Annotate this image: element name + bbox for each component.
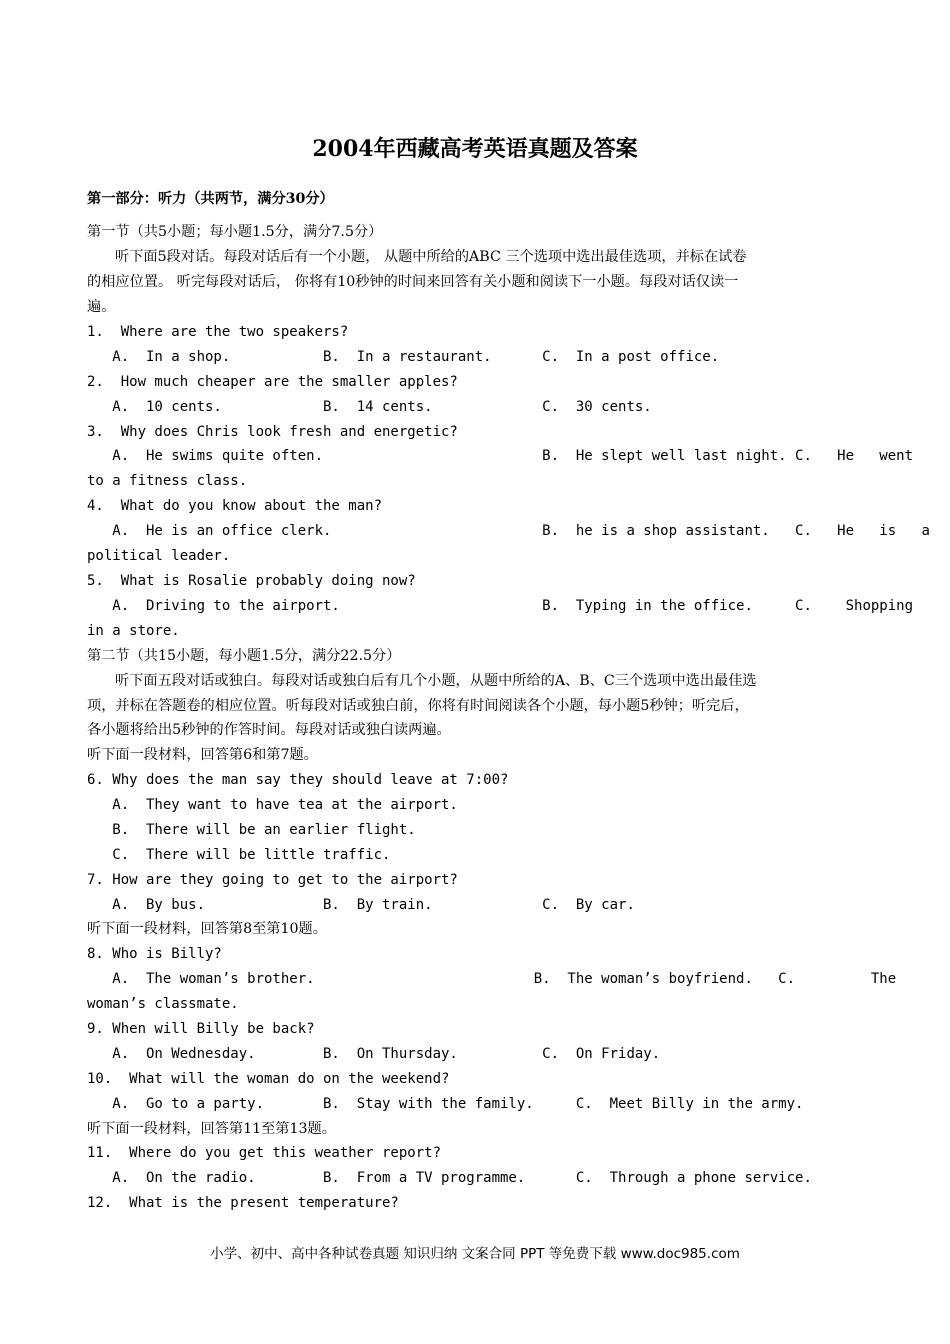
section1-heading: 第一节（共5小题；每小题1.5分，满分7.5分） [87, 224, 383, 240]
section2-instruction-line: 听下面五段对话或独白。每段对话或独白后有几个小题，从题中所给的A、B、C三个选项中选出最佳选 [115, 673, 757, 689]
question-options: A. Driving to the airport. B. Typing in the office. C. Shopping [87, 598, 914, 614]
group-intro: 听下面一段材料，回答第8至第10题。 [87, 921, 327, 937]
question-stem: 11. Where do you get this weather report? [87, 1145, 442, 1161]
question-stem: 4. What do you know about the man? [87, 498, 383, 514]
question-options: A. On Wednesday. B. On Thursday. C. On Friday. [87, 1046, 661, 1062]
question-option: A. They want to have tea at the airport. [87, 797, 458, 813]
section1-instruction-line: 听下面5段对话。每段对话后有一个小题， 从题中所给的ABC 三个选项中选出最佳选项，并标在试卷 [115, 249, 747, 265]
part1-heading: 第一部分：听力（共两节，满分30分） [87, 191, 334, 207]
question-options: A. He swims quite often. B. He slept well last night. C. He went [87, 448, 914, 464]
question-stem: 7. How are they going to get to the airport? [87, 872, 458, 888]
question-options: A. Go to a party. B. Stay with the family. C. Meet Billy in the army. [87, 1096, 804, 1112]
question-stem: 1. Where are the two speakers? [87, 324, 349, 340]
question-options: A. He is an office clerk. B. he is a shop assistant. C. He is a [87, 523, 930, 539]
section2-instruction-line: 各小题将给出5秒钟的作答时间。每段对话或独白读两遍。 [87, 722, 451, 738]
question-options: A. In a shop. B. In a restaurant. C. In a post office. [87, 349, 720, 365]
question-option: B. There will be an earlier flight. [87, 822, 416, 838]
question-options: A. 10 cents. B. 14 cents. C. 30 cents. [87, 399, 652, 415]
question-options: A. On the radio. B. From a TV programme. C. Through a phone service. [87, 1170, 812, 1186]
section2-instruction-line: 项，并标在答题卷的相应位置。听每段对话或独白前，你将有时间阅读各个小题，每小题5秒钟；听完后， [87, 698, 749, 714]
section1-instruction-line: 遍。 [87, 299, 116, 315]
question-options-continuation: in a store. [87, 623, 180, 639]
question-options: A. The woman’s brother. B. The woman’s boyfriend. C. The [87, 971, 897, 987]
question-options: A. By bus. B. By train. C. By car. [87, 897, 635, 913]
question-stem: 6. Why does the man say they should leave at 7:00? [87, 772, 509, 788]
document-title: 2004年西藏高考英语真题及答案 [312, 136, 638, 162]
question-stem: 9. When will Billy be back? [87, 1021, 315, 1037]
question-stem: 5. What is Rosalie probably doing now? [87, 573, 416, 589]
group-intro: 听下面一段材料，回答第6和第7题。 [87, 747, 318, 763]
page-footer: 小学、初中、高中各种试卷真题 知识归纳 文案合同 PPT 等免费下载 www.doc985.com [210, 1246, 740, 1262]
question-stem: 10. What will the woman do on the weekend? [87, 1071, 450, 1087]
question-options-continuation: to a fitness class. [87, 473, 248, 489]
question-stem: 12. What is the present temperature? [87, 1195, 399, 1211]
group-intro: 听下面一段材料，回答第11至第13题。 [87, 1121, 336, 1137]
question-stem: 8. Who is Billy? [87, 946, 222, 962]
question-options-continuation: political leader. [87, 548, 231, 564]
question-stem: 3. Why does Chris look fresh and energetic? [87, 424, 458, 440]
question-option: C. There will be little traffic. [87, 847, 391, 863]
question-stem: 2. How much cheaper are the smaller apples? [87, 374, 458, 390]
section2-heading: 第二节（共15小题，每小题1.5分，满分22.5分） [87, 648, 401, 664]
section1-instruction-line: 的相应位置。 听完每段对话后， 你将有10秒钟的时间来回答有关小题和阅读下一小题。每段对话仅读一 [87, 274, 739, 290]
question-options-continuation: woman’s classmate. [87, 996, 239, 1012]
